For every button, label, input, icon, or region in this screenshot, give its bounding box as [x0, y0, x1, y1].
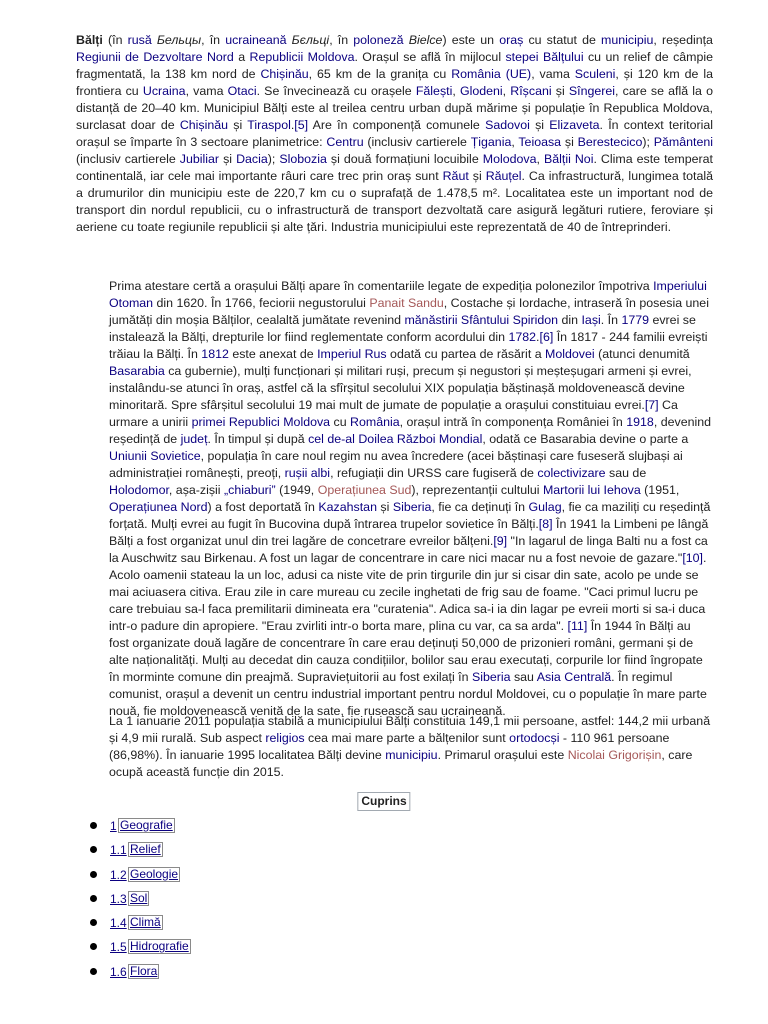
text-run: . În regimul comunist, orașul a devenit un centru industrial important pentru nordul Moldovei, cu o populație în mare parte nouă, fie moldovenească venită de la sate, fie rusească sau ucraineană. — [109, 670, 707, 718]
bullet-icon — [90, 846, 97, 853]
intro-paragraph — [76, 32, 713, 236]
wiki-link[interactable]: Țigania — [470, 135, 512, 149]
text-run: evrei se instalează la Bălți, drepturile lor fiind reglementate conform acordului din — [109, 313, 696, 344]
text-run: , devenind reședință de — [109, 415, 712, 446]
text-run: , fie ca maziliți cu reședință forțată. Mulți evrei au fugit în Bucovina după întrarea trupelor sovietice în Bălți. — [109, 500, 711, 531]
wiki-link[interactable]: Teioasa — [518, 135, 562, 149]
text-run: , în — [329, 33, 354, 47]
text-run: . În context teritorial orașul se împarte în 3 sectoare planimetrice: — [76, 118, 713, 149]
text-run: cu un relief de câmpie fragmentată, la 138 km nord de — [76, 50, 714, 81]
bullet-icon — [90, 871, 97, 878]
text-run: "In lagarul de linga Balti nu a fost ca la Auschwitz sau Birkenau. A fost un lagar de concentrare in care nici macar nu a fost nevoie de gazare." — [109, 534, 708, 565]
wiki-link[interactable]: Rîșcani — [510, 84, 552, 98]
text-run: , și 120 km de la frontiera cu — [76, 67, 713, 98]
text-run: și — [551, 84, 569, 98]
wiki-link[interactable]: Centru — [326, 135, 364, 149]
wiki-link[interactable]: stepei Bălțului — [505, 50, 584, 64]
foreign-name: Бєльці — [291, 33, 330, 47]
wiki-link[interactable]: [8] — [538, 517, 553, 531]
text-run: , — [452, 84, 460, 98]
text-run: sau de — [605, 466, 647, 480]
wiki-link[interactable]: Bălții Noi — [543, 152, 594, 166]
wiki-link[interactable]: 1782 — [508, 330, 537, 344]
wiki-link[interactable]: Sculeni — [574, 67, 616, 81]
toc-item-label[interactable]: Sol — [130, 890, 148, 905]
history-paragraph — [109, 278, 713, 720]
wiki-link[interactable]: Slobozia — [279, 152, 327, 166]
text-run: și — [561, 135, 578, 149]
wiki-link[interactable]: [5] — [294, 118, 309, 132]
wiki-link[interactable]: Fălești — [415, 84, 453, 98]
wiki-link[interactable]: Holodomor — [109, 483, 169, 497]
text-run: , populația în care noul regim nu avea încredere (acei băștinași care fuseseră slujbași ai administrației românești, preoți, — [109, 449, 683, 480]
wiki-link[interactable]: [11] — [567, 619, 588, 633]
wiki-link[interactable]: Basarabia — [109, 364, 165, 378]
wiki-link[interactable]: Dacia — [236, 152, 268, 166]
text-run: și — [228, 118, 248, 132]
text-run: , refugiații din URSS care fugiseră de — [330, 466, 538, 480]
wiki-link[interactable]: Berestecico — [577, 135, 643, 149]
text-run: din 1620. În 1766, feciorii negustorului — [153, 296, 370, 310]
wiki-link[interactable]: mănăstirii Sfântului Spiridon — [404, 313, 559, 327]
wiki-link[interactable]: Regiunii de Dezvoltare Nord — [76, 50, 234, 64]
wiki-link[interactable]: cel de-al Doilea Război Mondial — [308, 432, 483, 446]
text-run: , odată ce Basarabia devine o parte a — [482, 432, 689, 446]
wiki-link[interactable]: 1812 — [201, 347, 229, 361]
text-run: , vama — [531, 67, 575, 81]
wiki-link[interactable]: primei Republici Moldova — [191, 415, 331, 429]
text-run: . — [536, 330, 540, 344]
bullet-icon — [90, 919, 97, 926]
wiki-link[interactable]: [7] — [644, 398, 659, 412]
wiki-link[interactable]: Martorii lui Iehova — [542, 483, 641, 497]
text-run: ); — [267, 152, 280, 166]
wiki-link[interactable]: poloneză — [353, 33, 404, 47]
toc-item-number[interactable]: 1.6 — [110, 964, 127, 979]
text-run: . În — [600, 313, 622, 327]
wiki-link[interactable]: Operațiunea Nord — [109, 500, 208, 514]
wiki-link[interactable]: Imperiul Rus — [317, 347, 387, 361]
wiki-link[interactable]: Uniunii Sovietice — [109, 449, 201, 463]
bullet-icon — [90, 968, 97, 975]
wiki-link[interactable]: Molodova — [482, 152, 537, 166]
wiki-link[interactable]: municipiu — [385, 748, 438, 762]
text-run: . Ca infrastructură, lungimea totală a drumurilor din municipiu este de 220,7 km cu o suprafață de 1.478,5 m². Localitatea este un important nod de transport din nordul republicii, cu o infrastructură de transport dezvoltată care asigură legături rutiere, feroviare și aeriene cu toate regiunile republicii și alte țări. Industria municipiului este reprezentată de 40 de întreprinderi. — [76, 169, 713, 234]
text-run: și — [529, 118, 550, 132]
text-run: și — [376, 500, 393, 514]
toc-item-number[interactable]: 1.1 — [110, 843, 127, 858]
toc-item-label[interactable]: Geologie — [130, 866, 179, 881]
bullet-icon — [90, 943, 97, 950]
wiki-link[interactable]: România — [451, 67, 501, 81]
text-run: , Costache și Iordache, intraseră în posesia unei jumătăți din moșia Bălților, cealaltă jumătate revenind — [109, 296, 709, 327]
text-run: și două formațiuni locuibile — [326, 152, 483, 166]
text-run: - 110 961 persoane (86,98%). În ianuarie 1995 localitatea Bălți devine — [109, 731, 670, 762]
wiki-link[interactable]: „chiaburi” — [224, 483, 276, 497]
text-run: cu — [330, 415, 351, 429]
text-run: a — [233, 50, 250, 64]
text-run: (în — [102, 33, 128, 47]
toc-title: Cuprins — [357, 792, 410, 811]
wiki-link[interactable]: județ — [180, 432, 208, 446]
wiki-link[interactable]: [10] — [682, 551, 703, 565]
wiki-link[interactable]: Răut — [442, 169, 469, 183]
toc-item-number[interactable]: 1.4 — [110, 916, 127, 931]
wiki-link[interactable]: Otaci — [227, 84, 257, 98]
text-run: Ca urmare a unirii — [109, 398, 678, 429]
wiki-link[interactable]: Gulag — [528, 500, 562, 514]
wiki-link[interactable]: religios — [265, 731, 305, 745]
toc-item-label[interactable]: Climă — [130, 915, 161, 930]
text-run: (atunci denumită — [594, 347, 690, 361]
text-run: , care ocupă această funcție din 2015. — [109, 748, 693, 779]
wiki-link[interactable]: 1918 — [626, 415, 654, 429]
toc-item-number[interactable]: 1.5 — [110, 940, 127, 955]
text-run: , fie ca deținuți în — [431, 500, 529, 514]
wiki-link[interactable]: Moldovei — [545, 347, 595, 361]
wiki-link[interactable]: Iași — [581, 313, 601, 327]
text-run: și — [219, 152, 237, 166]
text-run: , vama — [185, 84, 228, 98]
red-link[interactable]: Nicolai Grigorișin — [567, 748, 662, 762]
text-run: odată cu partea de răsărit a — [386, 347, 546, 361]
text-run: , — [536, 152, 544, 166]
text-run: ca gubernie), mulți funcționari și militari ruși, precum și negustori și meșteșugari armeni și evrei, instalându-se atunci în oraș, astfel că la sfîrșitul secolului XIX populația băștinașă moldovenească devine minoritară. Spre sfârșitul secolului 19 mai mult de jumate de populație a orașului constituiau evrei. — [109, 364, 692, 412]
text-run: , 65 km de la granița cu — [308, 67, 452, 81]
wiki-link[interactable]: Chișinău — [179, 118, 229, 132]
wiki-link[interactable]: ortodocși — [509, 731, 560, 745]
bullet-icon — [90, 822, 97, 829]
text-run: ); — [642, 135, 654, 149]
wiki-link[interactable]: colectivizare — [537, 466, 606, 480]
text-run: În 1941 la Limbeni pe lângă Bălți a fost organizat unul din trei lagăre de concetrare evreilor bălțeni. — [109, 517, 709, 548]
wiki-link[interactable]: Chișinău — [260, 67, 309, 81]
text-run: sau — [510, 670, 537, 684]
wiki-link[interactable]: [9] — [493, 534, 508, 548]
text-run: Prima atestare certă a orașului Bălți apare în comentariile legate de expediția polonezilor împotriva — [109, 279, 654, 293]
wiki-link[interactable]: 1779 — [621, 313, 650, 327]
wiki-link[interactable]: oraș — [499, 33, 524, 47]
wiki-link[interactable]: Republicii Moldova — [249, 50, 355, 64]
foreign-name: Бельцы — [156, 33, 202, 47]
toc-item-number[interactable]: 1 — [110, 819, 117, 833]
wiki-link[interactable]: Siberia — [471, 670, 511, 684]
wiki-link[interactable]: [6] — [539, 330, 554, 344]
wiki-link[interactable]: municipiu — [601, 33, 654, 47]
wiki-link[interactable]: România — [350, 415, 400, 429]
wiki-link[interactable]: Siberia — [392, 500, 432, 514]
text-run: , așa-zișii — [168, 483, 225, 497]
wiki-link[interactable]: rușii albi — [284, 466, 331, 480]
wiki-link[interactable]: Jubiliar — [179, 152, 220, 166]
text-run: . Orașul se află în mijlocul — [354, 50, 506, 64]
text-run: , orașul intră în componența României în — [399, 415, 627, 429]
toc-item-label[interactable]: Flora — [130, 963, 158, 978]
text-run: este anexat de — [228, 347, 318, 361]
bullet-icon — [90, 895, 97, 902]
wiki-link[interactable]: Sadovoi — [485, 118, 530, 132]
text-run: ) este un — [442, 33, 500, 47]
text-run: La 1 ianuarie 2011 populația stabilă a municipiului Bălți constituia 149,1 mii persoane, astfel: 144,2 mii urbană și 4,9 mii rurală. Sub aspect — [109, 714, 711, 745]
wiki-link[interactable]: Imperiului Otoman — [109, 279, 707, 310]
text-run: , reședința — [653, 33, 713, 47]
red-link[interactable]: Panait Sandu — [369, 296, 444, 310]
text-run: (1951, — [640, 483, 680, 497]
toc-item-number[interactable]: 1.3 — [110, 891, 127, 906]
text-run: ) a fost deportată în — [207, 500, 319, 514]
text-run: cu statut de — [523, 33, 602, 47]
text-run: (inclusiv cartierele — [76, 152, 180, 166]
wiki-link[interactable]: Kazahstan — [318, 500, 377, 514]
toc-item-number[interactable]: 1.2 — [110, 867, 127, 882]
wiki-link[interactable]: Elizaveta — [549, 118, 600, 132]
wiki-link[interactable]: rusă — [127, 33, 152, 47]
text-run: , în — [201, 33, 226, 47]
toc-item-label[interactable]: Hidrografie — [130, 939, 189, 954]
text-run: . Clima este temperat continentală, iar cele mai importante râuri care trec prin oraș sunt — [76, 152, 713, 183]
text-run: cea mai mare parte a bălțenilor sunt — [304, 731, 510, 745]
article-title-bold: Bălți — [76, 33, 103, 47]
wiki-link[interactable]: Tiraspol — [247, 118, 291, 132]
wiki-link[interactable]: Pământeni — [653, 135, 713, 149]
text-run: , — [502, 84, 511, 98]
text-run: . În timpul și după — [207, 432, 309, 446]
wiki-link[interactable]: (UE) — [505, 67, 532, 81]
text-run: În 1944 în Bălți au fost organizate două lagăre de concentrare în care erau deținuți 50,000 de prizonieri români, germani și de alte naționalități. Mulți au decedat din cauza condițiilor, bolilor sau erau executați, corpurile lor fiind îngropate în morminte comune din preajmă. Supraviețuitorii au fost exilați în — [109, 619, 703, 684]
foreign-name: Bielce — [408, 33, 443, 47]
text-run: (inclusiv cartierele — [363, 135, 471, 149]
wiki-link[interactable]: Asia Centrală — [536, 670, 612, 684]
toc-item-label[interactable]: Relief — [130, 842, 161, 857]
wiki-link[interactable]: Glodeni — [459, 84, 503, 98]
text-run: (1949, — [275, 483, 318, 497]
red-link[interactable]: Operațiunea Sud — [317, 483, 412, 497]
text-run: . — [290, 118, 295, 132]
wiki-link[interactable]: Ucraina — [142, 84, 186, 98]
wiki-link[interactable]: Sîngerei — [568, 84, 616, 98]
wiki-link[interactable]: Răuțel — [485, 169, 522, 183]
toc-item-label[interactable]: Geografie — [120, 818, 173, 832]
population-paragraph — [109, 713, 713, 781]
text-run: ), reprezentanții cultului — [411, 483, 543, 497]
text-run: din — [558, 313, 582, 327]
text-run: Are în componență comunele — [308, 118, 486, 132]
text-run: și — [468, 169, 486, 183]
wiki-link[interactable]: ucraineană — [225, 33, 287, 47]
text-run: , — [511, 135, 519, 149]
text-run: În 1817 - 244 familii evreiști trăiau la Bălți. În — [109, 330, 708, 361]
text-run: . Se învecinează cu orașele — [256, 84, 416, 98]
text-run: , care se află la o distanță de 20–40 km. Municipiul Bălți este al treilea centru urban după mărime și populație în Republica Moldova, surclasat doar de — [76, 84, 713, 132]
text-run: . Primarul orașului este — [437, 748, 568, 762]
text-run: . Acolo oamenii stateau la un loc, adusi ca niste vite de prin tirgurile din jur si cisar din sate, acolo pe unde se mai aciuasera citiva. Erau zile in care mureau cu zecile inghetati de frig sau de foame. "Caci primul lucru pe care trebuiau sa-l faca premilitarii dimineata era "curatenia". Adica sa-i ia din lagar pe evreii morti si sa-i duca intr-o padure din apropiere. "Erau zvirliti intr-o borta mare, plina cu var, ca sa arda". — [109, 551, 707, 633]
